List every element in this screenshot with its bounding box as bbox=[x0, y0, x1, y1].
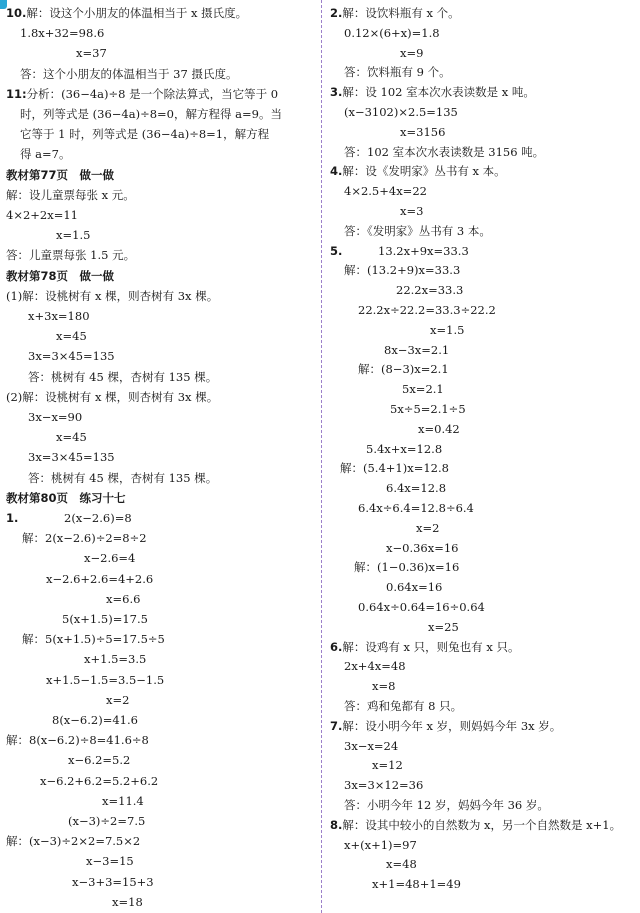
line-text: x+3x=180 bbox=[28, 309, 90, 323]
line-text: 3x=3×45=135 bbox=[28, 349, 115, 364]
line-text: 解：设 102 室本次水表读数是 x 吨。 bbox=[342, 85, 535, 100]
text-line bbox=[330, 818, 621, 834]
text-line bbox=[390, 402, 466, 418]
text-line bbox=[62, 612, 148, 628]
text-line bbox=[6, 208, 78, 224]
text-line bbox=[22, 632, 165, 648]
text-line bbox=[372, 877, 461, 893]
line-text: 解：设饮料瓶有 x 个。 bbox=[342, 6, 460, 20]
line-text: x+(x+1)=97 bbox=[344, 837, 417, 852]
line-text: 5x=2.1 bbox=[402, 382, 444, 397]
line-text: 0.64x=16 bbox=[386, 580, 443, 595]
text-line bbox=[344, 145, 544, 161]
line-text: 答：102 室本次水表读数是 3156 吨。 bbox=[344, 144, 545, 159]
line-text: x=1.5 bbox=[56, 228, 91, 243]
problem-number: 5. bbox=[330, 243, 343, 258]
text-line bbox=[28, 471, 217, 487]
line-text: x−3=15 bbox=[86, 854, 134, 869]
line-text: x=45 bbox=[56, 329, 87, 344]
text-line bbox=[366, 442, 442, 458]
text-line bbox=[6, 289, 218, 305]
line-text: x=48 bbox=[386, 857, 417, 872]
line-text: 5x÷5=2.1÷5 bbox=[390, 402, 466, 416]
problem-number: 1. bbox=[6, 511, 19, 525]
text-line bbox=[384, 343, 449, 359]
line-text: 2(x−2.6)=8 bbox=[64, 511, 132, 525]
text-line bbox=[330, 719, 561, 735]
text-line bbox=[386, 857, 417, 873]
text-line bbox=[6, 269, 114, 285]
line-text: x=37 bbox=[76, 46, 107, 61]
text-line bbox=[372, 758, 403, 774]
problem-number: 2. bbox=[330, 6, 343, 20]
text-line bbox=[22, 531, 147, 547]
line-text: 解：(5.4+1)x=12.8 bbox=[340, 461, 449, 476]
line-text: x+1.5−1.5=3.5−1.5 bbox=[46, 672, 165, 687]
text-line bbox=[330, 640, 519, 656]
line-text: x=3156 bbox=[400, 124, 446, 139]
line-text: x=0.42 bbox=[418, 421, 460, 436]
line-text: 答：桃树有 45 棵，杏树有 135 棵。 bbox=[28, 369, 218, 384]
text-line bbox=[28, 309, 90, 325]
line-text: x−0.36x=16 bbox=[386, 540, 459, 555]
line-text: 6.4x=12.8 bbox=[386, 481, 447, 496]
section-heading: 教材第80页 练习十七 bbox=[6, 490, 126, 505]
text-line bbox=[68, 814, 145, 830]
problem-number: 7. bbox=[330, 718, 343, 733]
line-text: x=2 bbox=[416, 520, 440, 535]
column-divider bbox=[321, 0, 322, 913]
text-line bbox=[28, 450, 115, 466]
text-line bbox=[344, 263, 460, 279]
line-text: 解：(13.2+9)x=33.3 bbox=[344, 263, 461, 278]
text-line bbox=[330, 164, 506, 180]
text-line bbox=[400, 125, 445, 141]
line-text: 22.2x÷22.2=33.3÷22.2 bbox=[358, 303, 496, 317]
text-line bbox=[20, 67, 237, 83]
line-text: 答：小明今年 12 岁，妈妈今年 36 岁。 bbox=[344, 798, 549, 812]
text-line bbox=[56, 228, 90, 244]
text-line bbox=[20, 147, 70, 163]
text-line bbox=[46, 572, 153, 588]
text-line bbox=[340, 461, 449, 477]
text-line bbox=[20, 127, 269, 143]
text-line bbox=[330, 85, 535, 101]
line-text: 3x=3×45=135 bbox=[28, 450, 115, 465]
text-line bbox=[112, 895, 143, 911]
line-text: x−3+3=15+3 bbox=[72, 874, 154, 889]
line-text: 4×2+2x=11 bbox=[6, 208, 78, 222]
line-text: x=6.6 bbox=[106, 591, 141, 606]
section-heading: 教材第78页 做一做 bbox=[6, 268, 115, 283]
line-text: x=45 bbox=[56, 430, 87, 445]
text-line bbox=[402, 382, 444, 398]
text-line bbox=[6, 733, 149, 749]
problem-number: 6. bbox=[330, 639, 343, 654]
line-text: 8(x−6.2)=41.6 bbox=[52, 713, 138, 727]
text-line bbox=[344, 838, 417, 854]
text-line bbox=[418, 422, 460, 438]
text-line bbox=[344, 26, 440, 42]
line-text: x=11.4 bbox=[102, 793, 144, 808]
line-text: x=18 bbox=[112, 894, 143, 909]
text-line bbox=[68, 753, 130, 769]
line-text: 解：5(x+1.5)÷5=17.5÷5 bbox=[22, 632, 165, 647]
line-text: 4×2.5+4x=22 bbox=[344, 184, 427, 199]
text-line bbox=[20, 26, 104, 42]
text-line bbox=[52, 713, 138, 729]
line-text: x−6.2=5.2 bbox=[68, 753, 131, 768]
text-line bbox=[106, 693, 129, 709]
line-text: 3x=3×12=36 bbox=[344, 778, 424, 793]
text-line bbox=[28, 370, 217, 386]
line-text: 5(x+1.5)=17.5 bbox=[62, 612, 148, 626]
text-line bbox=[330, 243, 469, 260]
text-line bbox=[396, 283, 463, 299]
text-line bbox=[428, 620, 459, 636]
line-text: x+1.5=3.5 bbox=[84, 652, 147, 667]
line-text: 0.12×(6+x)=1.8 bbox=[344, 25, 440, 40]
line-text: 时，列等式是 (36−4a)÷8=0，解方程得 a=9。当 bbox=[20, 107, 282, 121]
line-text: 5.4x+x=12.8 bbox=[366, 441, 443, 456]
text-line bbox=[28, 410, 82, 426]
text-line bbox=[46, 673, 164, 689]
line-text: (2)解：设桃树有 x 棵，则杏树有 3x 棵。 bbox=[6, 389, 219, 404]
line-text: 13.2x+9x=33.3 bbox=[378, 243, 469, 258]
problem-number: 10. bbox=[6, 6, 27, 20]
line-text: 6.4x÷6.4=12.8÷6.4 bbox=[358, 501, 474, 515]
line-text: x=1.5 bbox=[430, 322, 465, 337]
text-line bbox=[6, 168, 114, 184]
text-line bbox=[358, 501, 474, 517]
line-text: x=25 bbox=[428, 619, 459, 634]
line-text: x=9 bbox=[400, 45, 424, 60]
problem-number: 11: bbox=[6, 86, 27, 101]
text-line bbox=[372, 679, 395, 695]
line-text: x−2.6=4 bbox=[84, 551, 136, 566]
text-line bbox=[344, 739, 398, 755]
text-line bbox=[72, 875, 154, 891]
text-line bbox=[344, 798, 549, 814]
line-text: x+1=48+1=49 bbox=[372, 877, 461, 892]
line-text: 答：儿童票每张 1.5 元。 bbox=[6, 248, 136, 263]
text-line bbox=[344, 65, 451, 81]
line-text: x=8 bbox=[372, 679, 396, 694]
line-text: 答：桃树有 45 棵，杏树有 135 棵。 bbox=[28, 470, 218, 485]
line-text: 解：设儿童票每张 x 元。 bbox=[6, 187, 135, 202]
text-line bbox=[344, 699, 462, 715]
text-line bbox=[400, 204, 423, 220]
text-line bbox=[358, 303, 496, 319]
text-line bbox=[344, 224, 491, 240]
problem-number: 8. bbox=[330, 817, 343, 832]
line-text: 解：(8−3)x=2.1 bbox=[358, 362, 449, 377]
text-line bbox=[6, 491, 126, 507]
text-line bbox=[430, 323, 464, 339]
line-text: 8x−3x=2.1 bbox=[384, 342, 450, 357]
line-text: 3x−x=24 bbox=[344, 738, 399, 753]
line-text: 解：设其中较小的自然数为 x，另一个自然数是 x+1。 bbox=[342, 817, 622, 832]
problem-number: 3. bbox=[330, 85, 343, 100]
text-line bbox=[86, 854, 134, 870]
text-line bbox=[6, 511, 132, 527]
text-line bbox=[6, 390, 218, 406]
text-line bbox=[330, 6, 460, 22]
problem-number: 4. bbox=[330, 164, 343, 179]
text-line bbox=[102, 794, 144, 810]
line-text: 答：饮料瓶有 9 个。 bbox=[344, 65, 451, 80]
section-heading: 教材第77页 做一做 bbox=[6, 167, 115, 182]
line-text: 分析：(36−4a)÷8 是一个除法算式，当它等于 0 bbox=[26, 86, 279, 101]
text-line bbox=[6, 188, 135, 204]
text-line bbox=[344, 778, 423, 794]
text-line bbox=[84, 652, 146, 668]
line-text: 22.2x=33.3 bbox=[396, 283, 464, 298]
text-line bbox=[358, 362, 449, 378]
line-text: 解：设小明今年 x 岁，则妈妈今年 3x 岁。 bbox=[342, 718, 562, 733]
line-text: (1)解：设桃树有 x 棵，则杏树有 3x 棵。 bbox=[6, 288, 219, 303]
line-text: 解：2(x−2.6)÷2=8÷2 bbox=[22, 531, 147, 546]
line-text: 0.64x÷0.64=16÷0.64 bbox=[358, 600, 485, 614]
line-text: 答：鸡和兔都有 8 只。 bbox=[344, 699, 463, 713]
text-line bbox=[358, 600, 485, 616]
text-line bbox=[6, 6, 247, 22]
text-line bbox=[40, 774, 158, 790]
text-line bbox=[76, 46, 107, 62]
text-line bbox=[20, 107, 282, 123]
text-line bbox=[56, 329, 87, 345]
text-line bbox=[344, 184, 427, 200]
line-text: x=12 bbox=[372, 758, 403, 773]
text-line bbox=[106, 592, 140, 608]
text-line bbox=[56, 430, 87, 446]
line-text: 解：设鸡有 x 只，则兔也有 x 只。 bbox=[342, 639, 520, 654]
text-line bbox=[344, 659, 406, 675]
line-text: 解：8(x−6.2)÷8=41.6÷8 bbox=[6, 733, 149, 748]
text-line bbox=[386, 481, 446, 497]
line-text: (x−3)÷2=7.5 bbox=[68, 814, 146, 828]
line-text: (x−3102)×2.5=135 bbox=[344, 105, 458, 119]
line-text: x−2.6+2.6=4+2.6 bbox=[46, 571, 154, 586]
line-text: 答：这个小朋友的体温相当于 37 摄氏度。 bbox=[20, 66, 238, 81]
line-text: 解：设《发明家》丛书有 x 本。 bbox=[342, 164, 506, 179]
line-text: 得 a=7。 bbox=[20, 147, 71, 162]
line-text: 解：(x−3)÷2×2=7.5×2 bbox=[6, 834, 141, 849]
text-line bbox=[354, 560, 459, 576]
line-text: x=3 bbox=[400, 204, 424, 218]
text-line bbox=[400, 46, 423, 62]
line-text: 答：《发明家》丛书有 3 本。 bbox=[344, 223, 491, 238]
line-text: x=2 bbox=[106, 692, 130, 707]
line-text: x−6.2+6.2=5.2+6.2 bbox=[40, 773, 159, 788]
text-line bbox=[28, 349, 115, 365]
line-text: 2x+4x=48 bbox=[344, 659, 406, 674]
line-text: 3x−x=90 bbox=[28, 410, 83, 424]
text-line bbox=[344, 105, 458, 121]
text-line bbox=[6, 834, 140, 850]
line-text: 它等于 1 时，列等式是 (36−4a)÷8=1，解方程 bbox=[20, 127, 270, 142]
text-line bbox=[6, 87, 278, 103]
text-line bbox=[84, 551, 135, 567]
line-text: 解：(1−0.36)x=16 bbox=[354, 560, 460, 575]
line-text: 1.8x+32=98.6 bbox=[20, 26, 105, 41]
text-line bbox=[386, 541, 458, 557]
text-line bbox=[386, 580, 442, 596]
text-line bbox=[6, 248, 135, 264]
line-text: 解：设这个小朋友的体温相当于 x 摄氏度。 bbox=[26, 6, 248, 20]
text-line bbox=[416, 521, 439, 537]
